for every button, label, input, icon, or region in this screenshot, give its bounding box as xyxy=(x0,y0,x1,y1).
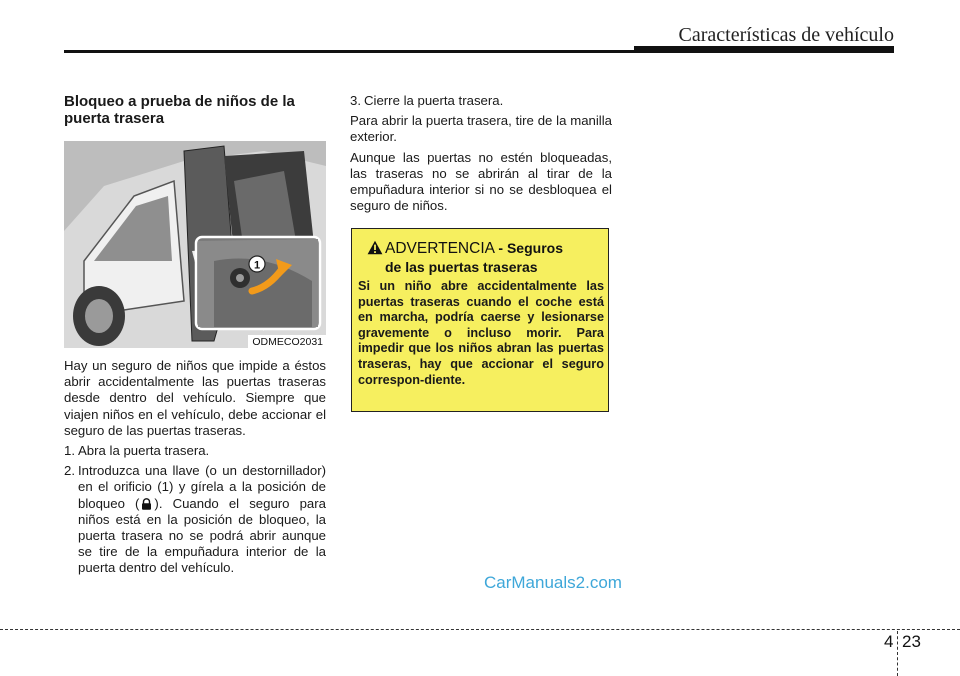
warning-header xyxy=(368,239,604,276)
chapter-number: 4 xyxy=(884,632,894,651)
intro-paragraph: Hay un seguro de niños que impide a éstos abrir accidentalmente las puertas traseras desde dentro del vehículo. Siempre que viajen niños en el vehículo, debe accionar el seguro de las puertas traseras. xyxy=(64,358,326,438)
warning-box xyxy=(351,228,609,412)
warning-title xyxy=(385,239,604,276)
step-text xyxy=(78,463,326,576)
left-column xyxy=(64,93,326,577)
warning-label: ADVERTENCIA xyxy=(385,240,495,257)
step-1 xyxy=(64,443,326,459)
note-paragraph: Aunque las puertas no estén bloqueadas, las traseras no se abrirán al tirar de la empuñadura interior si no se desbloquea el seguro de niños. xyxy=(350,149,612,214)
header-rule-accent xyxy=(634,46,894,53)
page-number: 23 xyxy=(902,632,921,651)
middle-column xyxy=(350,93,612,214)
step-number: 2. xyxy=(64,463,75,479)
watermark-link[interactable]: CarManuals2.com xyxy=(484,573,622,592)
child-lock-figure xyxy=(64,141,326,348)
section-title: Bloqueo a prueba de niños de la puerta trasera xyxy=(64,93,295,127)
car-door-illustration xyxy=(64,141,326,348)
warning-triangle-icon xyxy=(367,240,383,255)
step-text-after: ). Cuando el seguro para niños está en la posición de bloqueo, la puerta trasera no se podrá abrir aunque se tire de la empuñadura interior de la puerta dentro del vehículo. xyxy=(78,495,326,576)
step-text: Abra la puerta trasera. xyxy=(78,443,210,459)
page-header-title: Características de vehículo xyxy=(678,24,894,46)
lock-icon xyxy=(141,498,152,510)
step-text-before: Introduzca una llave (o un destornillador) en el orificio (1) y gírela a la posición de bloqueo ( xyxy=(78,463,326,511)
warning-subtitle-2: de las puertas traseras xyxy=(385,259,538,275)
warning-body: Si un niño abre accidentalmente las puertas traseras cuando el coche está en marcha, podría caerse y lesionarse gravemente o incluso morir. Para impedir que los niños abran las puertas traseras, hay que accionar el seguro correspon-diente. xyxy=(358,279,604,387)
step-text: Cierre la puerta trasera. xyxy=(364,93,504,108)
step-number: 1. xyxy=(64,443,75,459)
step-3 xyxy=(350,93,612,109)
figure-code: ODMECO2031 xyxy=(248,335,326,348)
figure-callout-label: 1 xyxy=(253,259,261,272)
footer-divider xyxy=(897,631,898,676)
footer-rule xyxy=(0,629,960,630)
step-number: 3. xyxy=(350,93,361,108)
open-door-paragraph: Para abrir la puerta trasera, tire de la manilla exterior. xyxy=(350,113,612,145)
step-2 xyxy=(64,463,326,576)
warning-subtitle-1: - Seguros xyxy=(498,240,563,256)
